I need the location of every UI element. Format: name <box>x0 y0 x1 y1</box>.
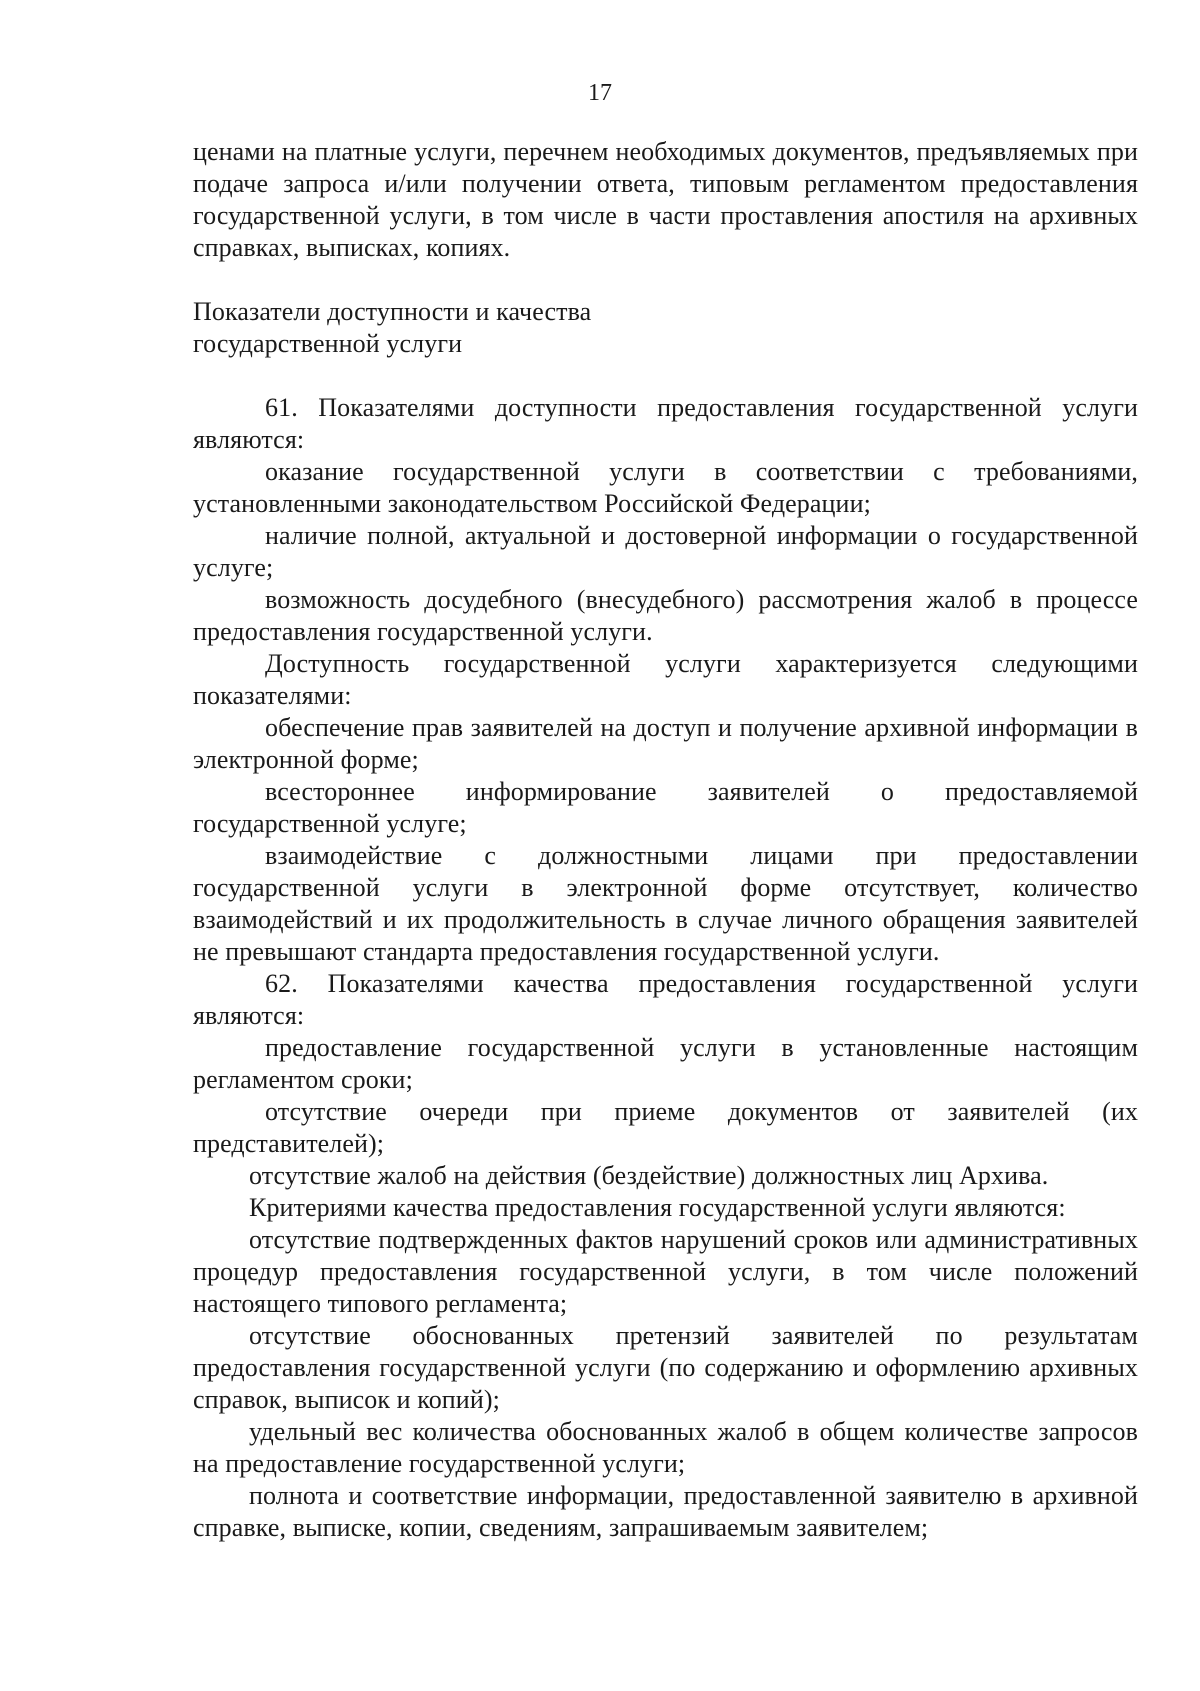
paragraph-item: Критериями качества предоставления государственной услуги являются: <box>249 1193 1066 1222</box>
document-body <box>193 136 1138 1544</box>
page-number: 17 <box>588 80 612 106</box>
paragraph-item: отсутствие очереди при приеме документов от заявителей (их представителей); <box>193 1097 1138 1158</box>
section-heading-line-1: Показатели доступности и качества <box>193 297 592 326</box>
paragraph-item: Доступность государственной услуги характеризуется следующими показателями: <box>193 649 1138 710</box>
section-heading <box>193 296 1138 360</box>
paragraph-item: оказание государственной услуги в соответствии с требованиями, установленными законодательством Российской Федерации; <box>193 457 1138 518</box>
paragraph-item: предоставление государственной услуги в установленные настоящим регламентом сроки; <box>193 1033 1138 1094</box>
paragraph-61: 61. Показателями доступности предоставления государственной услуги являются: <box>193 393 1138 454</box>
paragraph-item: обеспечение прав заявителей на доступ и получение архивной информации в электронной форме; <box>193 713 1138 774</box>
paragraph-item: взаимодействие с должностными лицами при предоставлении государственной услуги в электронной форме отсутствует, количество взаимодействий и их продолжительность в случае личного обращения заявителей не превышают стандарта предоставления государственной услуги. <box>193 841 1138 966</box>
paragraph-item: полнота и соответствие информации, предоставленной заявителю в архивной справке, выписке, копии, сведениям, запрашиваемым заявителем; <box>193 1481 1138 1542</box>
paragraph-item: отсутствие жалоб на действия (бездействие) должностных лиц Архива. <box>249 1161 1049 1190</box>
paragraph-item: всестороннее информирование заявителей о предоставляемой государственной услуге; <box>193 777 1138 838</box>
paragraph-continuation: ценами на платные услуги, перечнем необходимых документов, предъявляемых при подаче запроса и/или получении ответа, типовым регламентом предоставления государственной услуги, в том числе в части проставления апостиля на архивных справках, выписках, копиях. <box>193 137 1138 262</box>
paragraph-item: отсутствие обоснованных претензий заявителей по результатам предоставления государственной услуги (по содержанию и оформлению архивных справок, выписок и копий); <box>193 1321 1138 1414</box>
paragraph-item: наличие полной, актуальной и достоверной информации о государственной услуге; <box>193 521 1138 582</box>
paragraph-item: отсутствие подтвержденных фактов нарушений сроков или административных процедур предоставления государственной услуги, в том числе положений настоящего типового регламента; <box>193 1225 1138 1318</box>
paragraph-item: удельный вес количества обоснованных жалоб в общем количестве запросов на предоставление государственной услуги; <box>193 1417 1138 1478</box>
paragraph-item: возможность досудебного (внесудебного) рассмотрения жалоб в процессе предоставления государственной услуги. <box>193 585 1138 646</box>
section-heading-line-2: государственной услуги <box>193 329 463 358</box>
paragraph-62: 62. Показателями качества предоставления государственной услуги являются: <box>193 969 1138 1030</box>
